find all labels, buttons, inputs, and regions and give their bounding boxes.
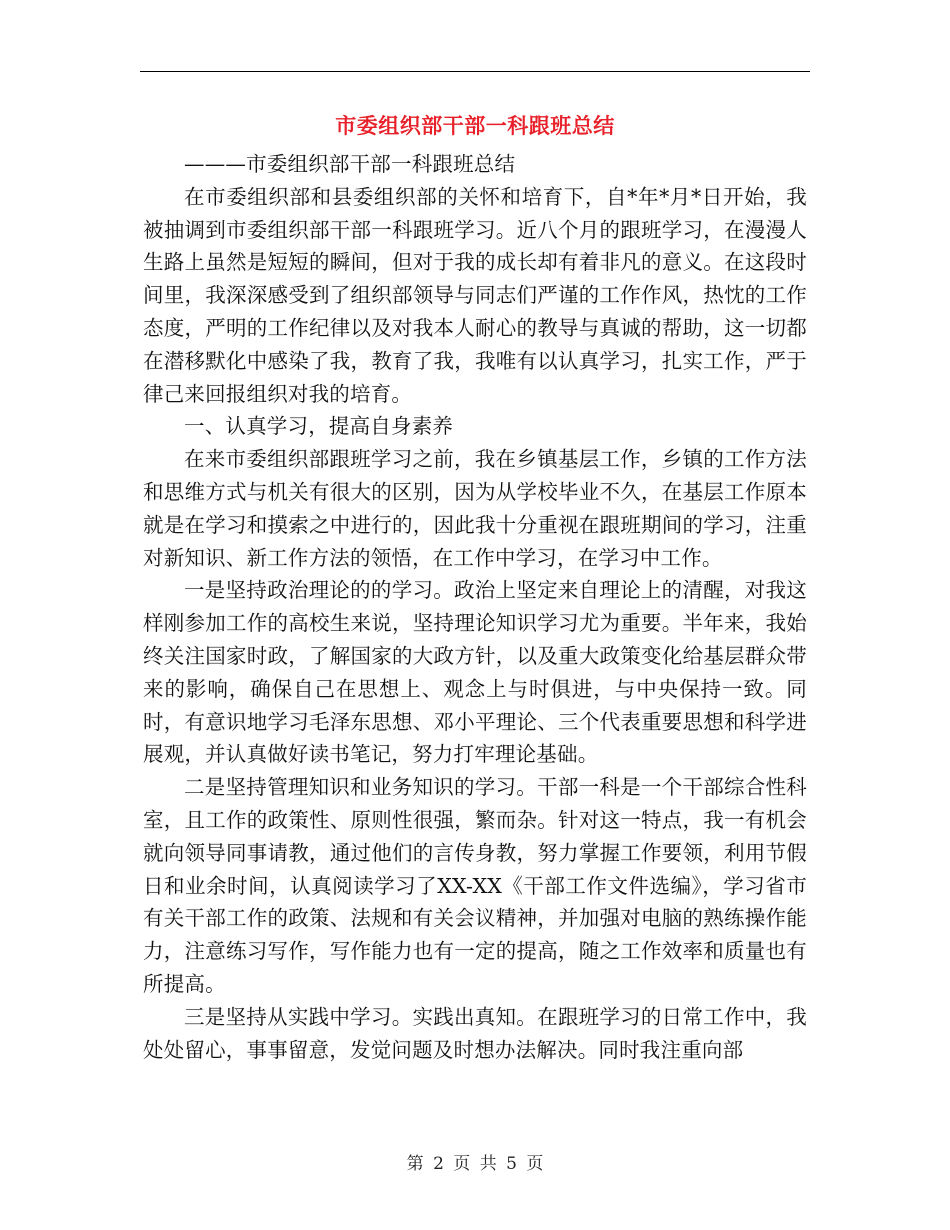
body-paragraph: 一是坚持政治理论的的学习。政治上坚定来自理论上的清醒，对我这样刚参加工作的高校生来说，坚持理论知识学习尤为重要。半年来，我始终关注国家时政，了解国家的大政方针，以及重大政策变化给基层群众带来的影响，确保自己在思想上、观念上与时俱进，与中央保持一致。同时，有意识地学习毛泽东思想、邓小平理论、三个代表重要思想和科学进展观，并认真做好读书笔记，努力打牢理论基础。 (143, 578, 807, 767)
body-paragraph: 二是坚持管理知识和业务知识的学习。干部一科是一个干部综合性科室，且工作的政策性、原则性很强，繁而杂。针对这一特点，我一有机会就向领导同事请教，通过他们的言传身教，努力掌握工作要领，利用节假日和业余时间，认真阅读学习了XX-XX《干部工作文件选编》，学习省市有关干部工作的政策、法规和有关会议精神，并加强对电脑的熟练操作能力，注意练习写作，写作能力也有一定的提高，随之工作效率和质量也有所提高。 (143, 775, 807, 996)
intro-paragraph: 在市委组织部和县委组织部的关怀和培育下，自*年*月*日开始，我被抽调到市委组织部干部一科跟班学习。近八个月的跟班学习，在漫漫人生路上虽然是短短的瞬间，但对于我的成长却有着非凡的意义。在这段时间里，我深深感受到了组织部领导与同志们严谨的工作作风，热忱的工作态度，严明的工作纪律以及对我本人耐心的教导与真诚的帮助，这一切都在潜移默化中感染了我，教育了我，我唯有以认真学习，扎实工作，严于律己来回报组织对我的培育。 (143, 184, 807, 406)
header-rule (140, 71, 810, 72)
subtitle-paragraph: ———市委组织部干部一科跟班总结 (184, 152, 516, 176)
section-heading: 一、认真学习，提高自身素养 (184, 414, 454, 439)
body-paragraph: 三是坚持从实践中学习。实践出真知。在跟班学习的日常工作中，我处处留心，事事留意，发觉问题及时想办法解决。同时我注重向部 (143, 1004, 807, 1062)
document-body (143, 148, 807, 1066)
page-footer: 第 2 页 共 5 页 (406, 1154, 544, 1174)
document-title: 市委组织部干部一科跟班总结 (335, 113, 615, 138)
body-paragraph: 在来市委组织部跟班学习之前，我在乡镇基层工作，乡镇的工作方法和思维方式与机关有很大的区别，因为从学校毕业不久，在基层工作原本就是在学习和摸索之中进行的，因此我十分重视在跟班期间的学习，注重对新知识、新工作方法的领悟，在工作中学习，在学习中工作。 (143, 447, 807, 570)
